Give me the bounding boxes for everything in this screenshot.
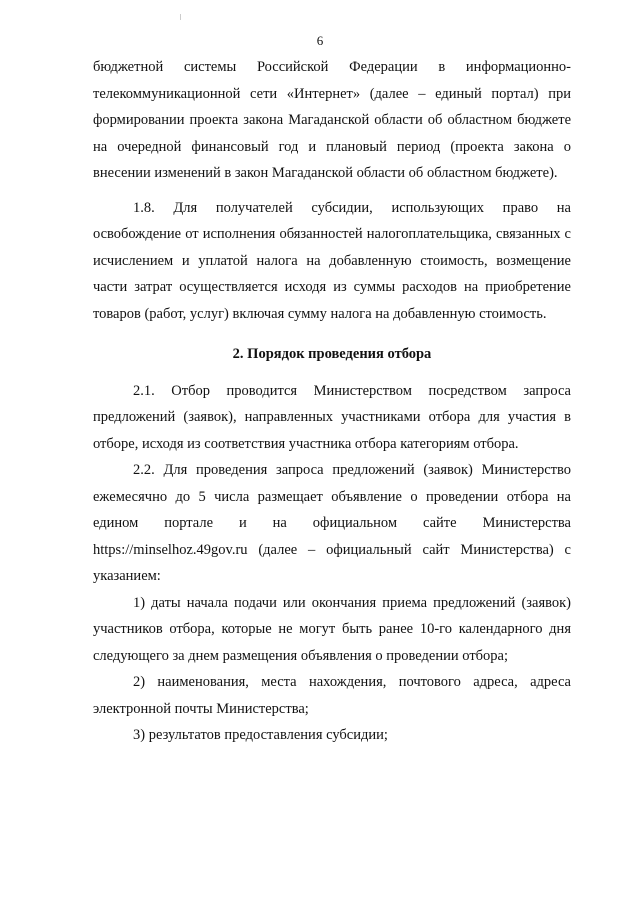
paragraph-portal-continuation: бюджетной системы Российской Федерации в информационно-телекоммуникационной сети «Интернет» (далее – единый портал) при формировании проекта закона Магаданской области об областном бюджете на очередной финансовый год и плановый период (проекта закона о внесении изменений в закон Магаданской области об областном бюджете). bbox=[93, 59, 571, 181]
section-heading: 2. Порядок проведения отбора bbox=[232, 346, 432, 362]
list-item-1: 1) даты начала подачи или окончания приема предложений (заявок) участников отбора, которые не могут быть ранее 10-го календарного дня следующего за днем размещения объявления о проведении отбора; bbox=[93, 594, 571, 664]
document-body bbox=[93, 54, 571, 749]
paragraph-2-1: 2.1. Отбор проводится Министерством посредством запроса предложений (заявок), направленных участниками отбора для участия в отборе, исходя из соответствия участника отбора категориям отбора. bbox=[93, 382, 571, 452]
list-item-3: 3) результатов предоставления субсидии; bbox=[133, 727, 388, 743]
page-number: 6 bbox=[316, 33, 324, 48]
list-item-2: 2) наименования, места нахождения, почтового адреса, адреса электронной почты Министерства; bbox=[93, 674, 571, 717]
paragraph-2-2: 2.2. Для проведения запроса предложений (заявок) Министерство ежемесячно до 5 числа размещает объявление о проведении отбора на едином портале и на официальном сайте Министерства https://minselhoz.49gov.ru (далее – официальный сайт Министерства) с указанием: bbox=[93, 462, 571, 584]
scan-mark bbox=[180, 14, 181, 20]
paragraph-1-8: 1.8. Для получателей субсидии, использующих право на освобождение от исполнения обязанностей налогоплательщика, связанных с исчислением и уплатой налога на добавленную стоимость, возмещение части затрат осуществляется исходя из суммы расходов на приобретение товаров (работ, услуг) включая сумму налога на добавленную стоимость. bbox=[93, 199, 571, 322]
